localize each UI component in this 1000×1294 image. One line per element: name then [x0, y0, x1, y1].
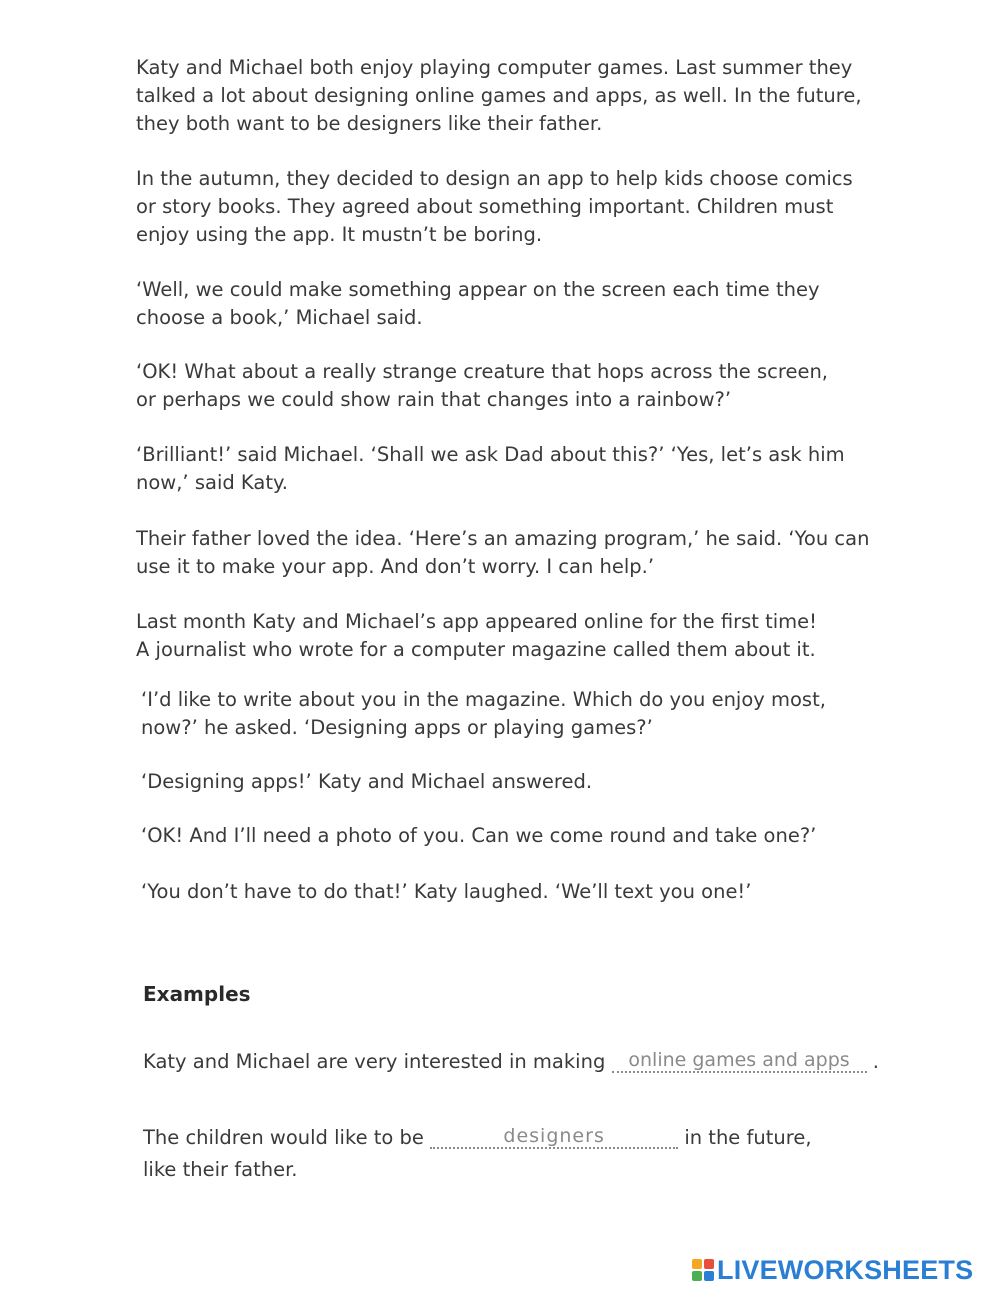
example-1-text: Katy and Michael are very interested in making: [143, 1050, 612, 1073]
example-1-answer-field[interactable]: online games and apps: [612, 1049, 867, 1073]
story-paragraph-11: ‘You don’t have to do that!’ Katy laughed. ‘We’ll text you one!’: [141, 880, 752, 903]
liveworksheets-logo: [692, 1254, 973, 1286]
story-paragraph-1: Katy and Michael both enjoy playing computer games. Last summer they talked a lot about designing online games and apps, as well. In the future, they both want to be designers like their father.: [136, 56, 862, 135]
example-2-line2: like their father.: [143, 1158, 298, 1181]
story-paragraph-5: ‘Brilliant!’ said Michael. ‘Shall we ask Dad about this?’ ‘Yes, let’s ask him now,’ said Katy.: [136, 443, 845, 494]
examples-heading: Examples: [143, 982, 251, 1006]
story-paragraph-9: ‘Designing apps!’ Katy and Michael answered.: [141, 770, 593, 793]
example-1: [143, 1046, 879, 1078]
story-paragraph-6: Their father loved the idea. ‘Here’s an amazing program,’ he said. ‘You can use it to make your app. And don’t worry. I can help.’: [136, 527, 870, 578]
story-paragraph-8: ‘I’d like to write about you in the magazine. Which do you enjoy most, now?’ he asked. ‘Designing apps or playing games?’: [141, 688, 826, 739]
logo-text: LIVEWORKSHEETS: [717, 1254, 974, 1285]
example-1-end: .: [866, 1050, 879, 1073]
story-paragraph-2: In the autumn, they decided to design an app to help kids choose comics or story books. They agreed about something important. Children must enjoy using the app. It mustn’t be boring.: [136, 167, 853, 246]
example-2: [143, 1122, 812, 1186]
story-paragraph-3: ‘Well, we could make something appear on the screen each time they choose a book,’ Michael said.: [136, 278, 820, 329]
example-2-end: in the future,: [678, 1126, 812, 1149]
logo-grid-icon: [692, 1259, 714, 1281]
example-2-answer-field[interactable]: designers: [430, 1125, 678, 1149]
story-paragraph-10: ‘OK! And I’ll need a photo of you. Can we come round and take one?’: [141, 824, 817, 847]
example-2-text: The children would like to be: [143, 1126, 431, 1149]
story-paragraph-4: ‘OK! What about a really strange creature that hops across the screen, or perhaps we could show rain that changes into a rainbow?’: [136, 360, 829, 411]
story-paragraph-7: Last month Katy and Michael’s app appeared online for the first time! A journalist who wrote for a computer magazine called them about it.: [136, 610, 817, 661]
